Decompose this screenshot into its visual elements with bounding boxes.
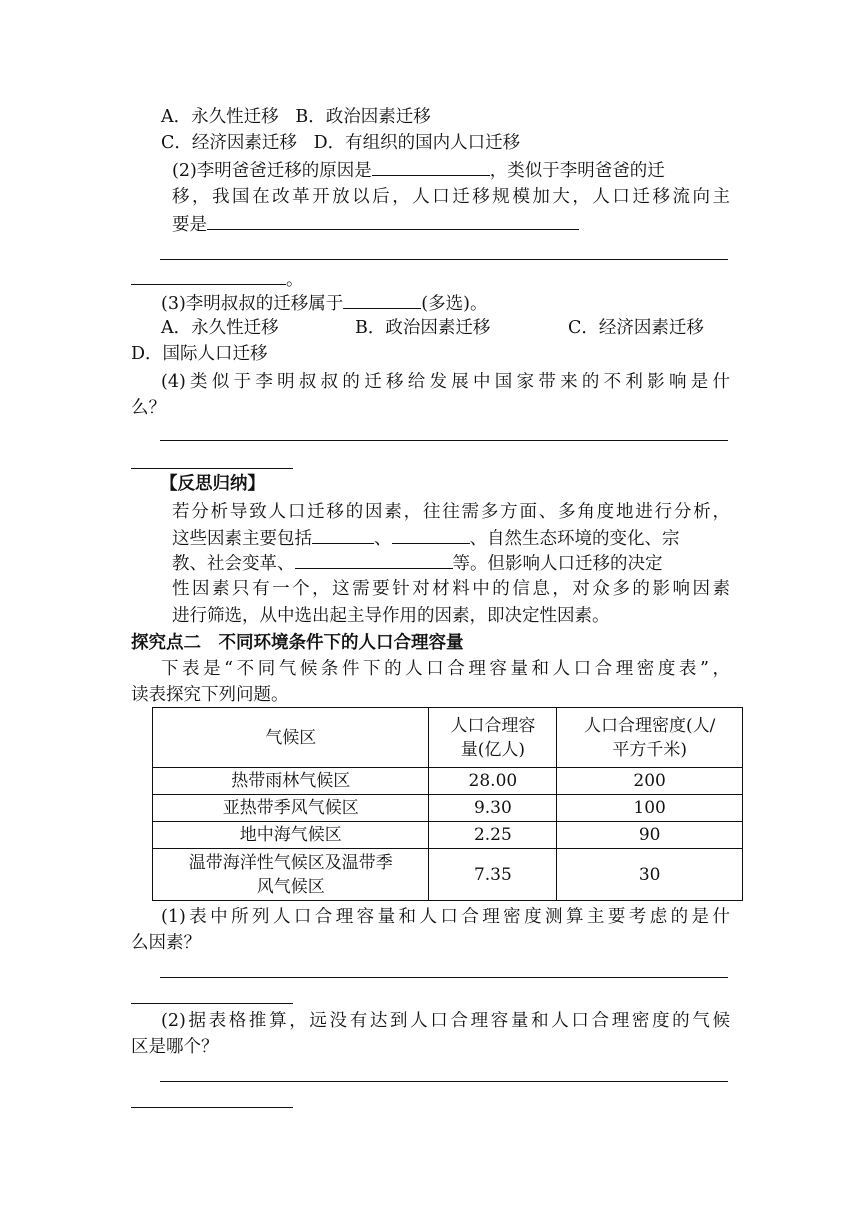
question-2-line-1: [172, 157, 665, 184]
reflection-text: 、: [374, 529, 392, 549]
answer-line-end: [131, 266, 304, 293]
table-cell-capacity: 28.00: [429, 768, 557, 795]
question-2-line-2: 移，我国在改革开放以后，人口迁移规模加大，人口迁移流向主: [172, 187, 730, 207]
population-table: [152, 707, 743, 901]
reflection-text: 这些因素主要包括: [172, 529, 312, 549]
table-row: [153, 768, 743, 795]
reflection-line-1: 若分析导致人口迁移的因素，往往需多方面、多角度地进行分析，: [172, 502, 730, 522]
answer-line[interactable]: [131, 1003, 293, 1004]
option-b: B．政治因素迁移: [355, 318, 491, 338]
table-cell-density: 90: [557, 822, 743, 849]
table-question-1-line-2: 么因素？: [131, 933, 201, 953]
table-cell-region: 亚热带季风气候区: [153, 795, 429, 822]
period: 。: [286, 270, 304, 290]
question-text: (多选)。: [421, 294, 488, 314]
option-d: D．国际人口迁移: [131, 344, 268, 364]
question-4-line-1: (4)类似于李明叔叔的迁移给发展中国家带来的不利影响是什: [161, 372, 730, 392]
answer-blank[interactable]: [372, 157, 490, 176]
answer-line[interactable]: [131, 1107, 293, 1108]
table-cell-density: 200: [557, 768, 743, 795]
question-text: ，类似于李明爸爸的迁: [489, 161, 665, 181]
reflection-line-3: [172, 550, 663, 577]
table-row: [153, 822, 743, 849]
table-cell-density: 100: [557, 795, 743, 822]
section-intro-line-2: 读表探究下列问题。: [131, 685, 289, 705]
question-4-line-2: 么？: [131, 398, 166, 418]
answer-blank[interactable]: [392, 525, 470, 544]
option-b: B．政治因素迁移: [295, 107, 431, 127]
table-cell-capacity: 7.35: [429, 849, 557, 901]
section-intro-line-1: 下表是“不同气候条件下的人口合理容量和人口合理密度表”，: [161, 659, 730, 679]
reflection-text: 教、社会变革、: [172, 554, 295, 574]
reflection-line-5: 进行筛选，从中选出起主导作用的因素，即决定性因素。: [172, 606, 610, 626]
table-cell-capacity: 9.30: [429, 795, 557, 822]
option-c: C．经济因素迁移: [568, 318, 704, 338]
table-cell-region: 地中海气候区: [153, 822, 429, 849]
answer-line[interactable]: [131, 468, 293, 469]
question-text: (3)李明叔叔的迁移属于: [161, 294, 344, 314]
answer-line[interactable]: [160, 440, 728, 441]
table-cell-capacity: 2.25: [429, 822, 557, 849]
table-row: [153, 795, 743, 822]
answer-blank[interactable]: [207, 211, 579, 230]
table-cell-region: 热带雨林气候区: [153, 768, 429, 795]
table-cell-region: 温带海洋性气候区及温带季 风气候区: [153, 849, 429, 901]
question-2-line-3: [172, 211, 579, 238]
table-question-2-line-2: 区是哪个？: [131, 1037, 219, 1057]
question-3-stem: [161, 290, 487, 317]
reflection-title: 【反思归纳】: [160, 474, 265, 494]
section-heading: 探究点二 不同环境条件下的人口合理容量: [131, 633, 464, 653]
table-cell-density: 30: [557, 849, 743, 901]
option-c: C．经济因素迁移: [161, 133, 297, 153]
reflection-text: 等。但影响人口迁移的决定: [452, 554, 663, 574]
table-header-density: 人口合理密度(人/ 平方千米): [557, 708, 743, 768]
reflection-text: 、自然生态环境的变化、宗: [469, 529, 680, 549]
option-d: D．有组织的国内人口迁移: [313, 133, 521, 153]
reflection-line-2: [172, 525, 680, 552]
table-question-2-line-1: (2)据表格推算，远没有达到人口合理容量和人口合理密度的气候: [161, 1011, 730, 1031]
question-text: (2)李明爸爸迁移的原因是: [172, 161, 372, 181]
answer-line[interactable]: [160, 977, 728, 978]
table-header-row: [153, 708, 743, 768]
question-text: 要是: [172, 215, 207, 235]
reflection-line-4: 性因素只有一个，这需要针对材料中的信息，对众多的影响因素: [172, 579, 730, 599]
answer-blank[interactable]: [131, 266, 286, 285]
table-question-1-line-1: (1)表中所列人口合理容量和人口合理密度测算主要考虑的是什: [161, 907, 730, 927]
table-header-capacity: 人口合理容 量(亿人): [429, 708, 557, 768]
option-line: [161, 104, 431, 130]
answer-blank[interactable]: [343, 290, 421, 309]
table-row: [153, 849, 743, 901]
table-header-region: 气候区: [153, 708, 429, 768]
answer-blank[interactable]: [312, 525, 374, 544]
answer-line[interactable]: [160, 1081, 728, 1082]
answer-blank[interactable]: [295, 550, 453, 569]
option-a: A．永久性迁移: [161, 107, 279, 127]
option-line: [161, 130, 520, 156]
answer-line[interactable]: [160, 259, 728, 260]
option-a: A．永久性迁移: [161, 318, 279, 338]
